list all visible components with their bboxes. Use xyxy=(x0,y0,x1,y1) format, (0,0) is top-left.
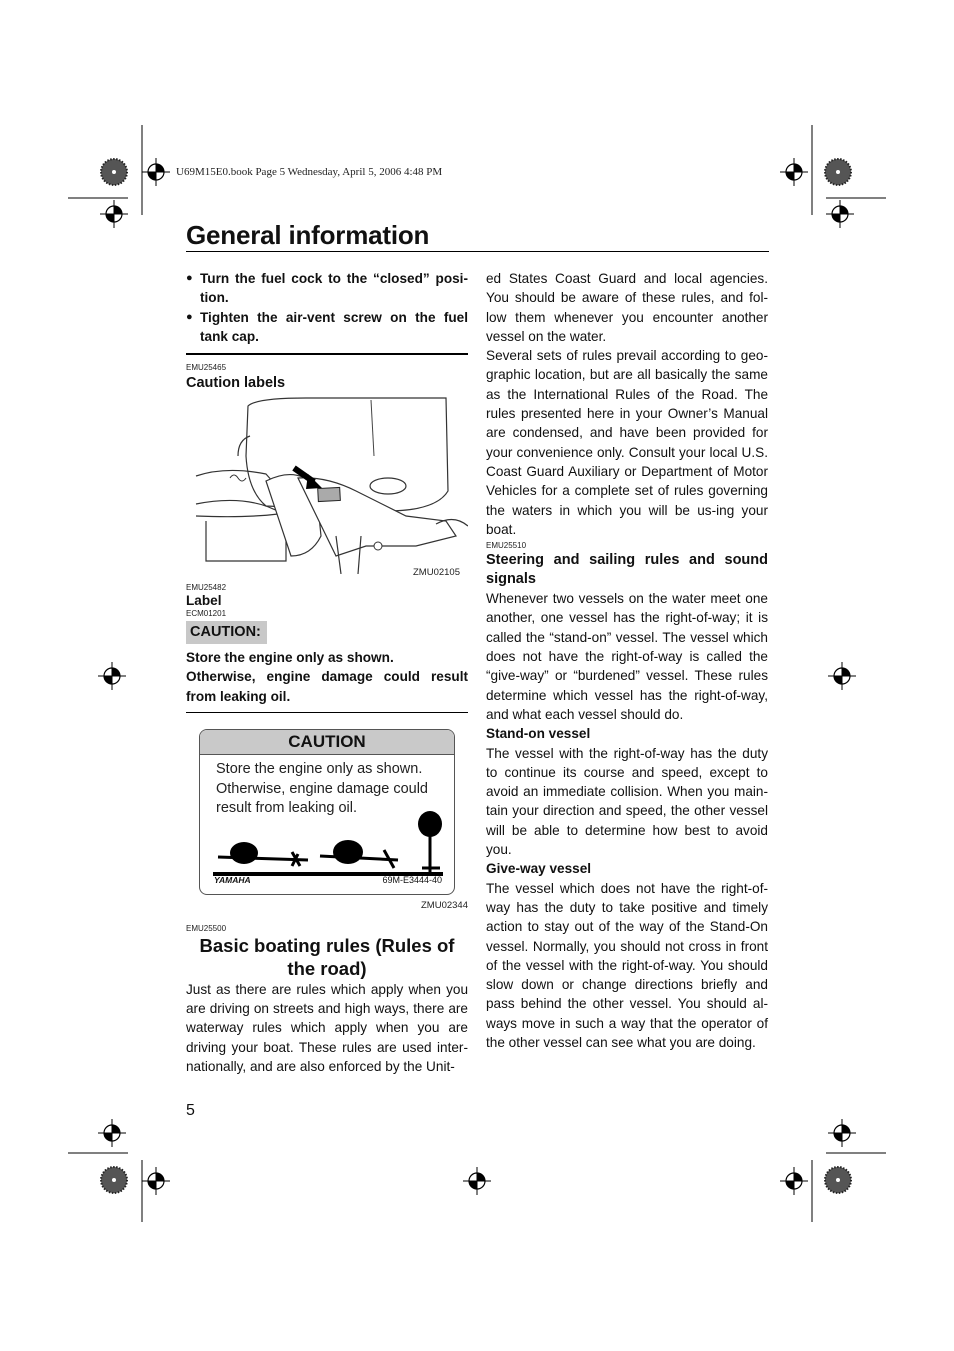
give-way-text: The vessel which does not have the right-of-way has the duty to take positive and timely action to stay out of the way of the Stand-On vessel. Normally, you should not cross in front of the vessel with the right-of-way. You should slow down or change directions briefly and pass behind the other vessel. You should al-ways move in such a way that the operator of the other vessel can see what you are doing. xyxy=(486,880,768,1050)
caution-text-1: Store the engine only as shown. xyxy=(186,649,394,665)
bullet-text: Tighten the air-vent screw on the fuel tank cap. xyxy=(200,309,468,344)
print-header: U69M15E0.book Page 5 Wednesday, April 5, 2006 4:48 PM xyxy=(176,166,443,178)
storage-positions-icon xyxy=(208,810,448,880)
bullet-dot-icon: ● xyxy=(186,272,193,284)
brand-logo: YAMAHA xyxy=(214,875,251,886)
bullet-item xyxy=(186,308,468,347)
section-code: EMU25465 xyxy=(186,362,227,372)
section-rule xyxy=(186,353,468,355)
paragraph: Several sets of rules prevail according to geo-graphic location, but are all basically the same as the International Rules of the Road. The rules presented here in your Owner’s Manual are condensed, and have been provided for your convenience only. Consult your local U.S. Coast Guard Auxiliary or Department of Motor Vehicles for a complete set of rules governing the waters in which you will be us-ing your boat. xyxy=(486,348,768,537)
caution-text-2: Otherwise, engine damage could result from leaking oil. xyxy=(186,669,468,704)
rules-text: Just as there are rules which apply when you are driving on streets and high ways, there are waterway rules which apply when you are driving your boat. These rules are used inter-nationally, and are also enforced by the Unit- xyxy=(186,981,468,1074)
title-rule xyxy=(186,251,769,252)
label-box-title: CAUTION xyxy=(200,730,454,755)
page-title: General information xyxy=(186,220,430,250)
give-way-heading: Give-way vessel xyxy=(486,861,592,877)
caution-code: ECM01201 xyxy=(186,608,227,618)
bullet-dot-icon: ● xyxy=(186,310,193,323)
stand-on-heading: Stand-on vessel xyxy=(486,726,591,742)
caution-labels-heading: Caution labels xyxy=(186,374,286,391)
figure-code: ZMU02105 xyxy=(413,566,460,578)
section-code: EMU25482 xyxy=(186,582,227,592)
rules-heading: Basic boating rules (Rules of the road) xyxy=(199,934,455,979)
figure-code: ZMU02344 xyxy=(421,900,468,912)
right-column xyxy=(486,269,768,1052)
engine-illustration xyxy=(186,396,468,574)
steering-text: Whenever two vessels on the water meet one another, one vessel has the right-of-way; it is called the “stand-on” vessel. The vessel which does not have the right-of-way is called the “give-way” or “burdened” vessel. These rules determine which vessel has the right-of-way, and what each vessel should do. xyxy=(486,591,768,722)
paragraph: ed States Coast Guard and local agencies. You should be aware of these rules, and fol-low them whenever you encounter another vessel on the water. xyxy=(486,271,768,344)
bullet-text: Turn the fuel cock to the “closed” posi-tion. xyxy=(200,271,468,306)
steering-heading: Steering and sailing rules and sound signals xyxy=(486,552,768,588)
caution-tag-row xyxy=(186,619,468,648)
left-column xyxy=(186,269,468,1076)
label-heading: Label xyxy=(186,592,222,608)
bullet-item xyxy=(186,269,468,308)
part-code: 69M-E3444-40 xyxy=(382,875,442,886)
page-number: 5 xyxy=(186,1102,195,1119)
section-code: EMU25500 xyxy=(186,923,227,933)
caution-label-box xyxy=(199,729,455,895)
label-box-text: Store the engine only as shown. Otherwise, engine damage could result from leaking oil. xyxy=(216,761,428,816)
caution-tag: CAUTION: xyxy=(186,621,267,644)
section-rule xyxy=(186,712,468,714)
section-code: EMU25510 xyxy=(486,541,527,551)
engine-label-figure xyxy=(186,396,468,582)
stand-on-text: The vessel with the right-of-way has the duty to continue its course and speed, except to avoid an immediate collision. When you main-tain your direction and speed, the other vessel will be able to determine how best to avoid you. xyxy=(486,745,768,858)
